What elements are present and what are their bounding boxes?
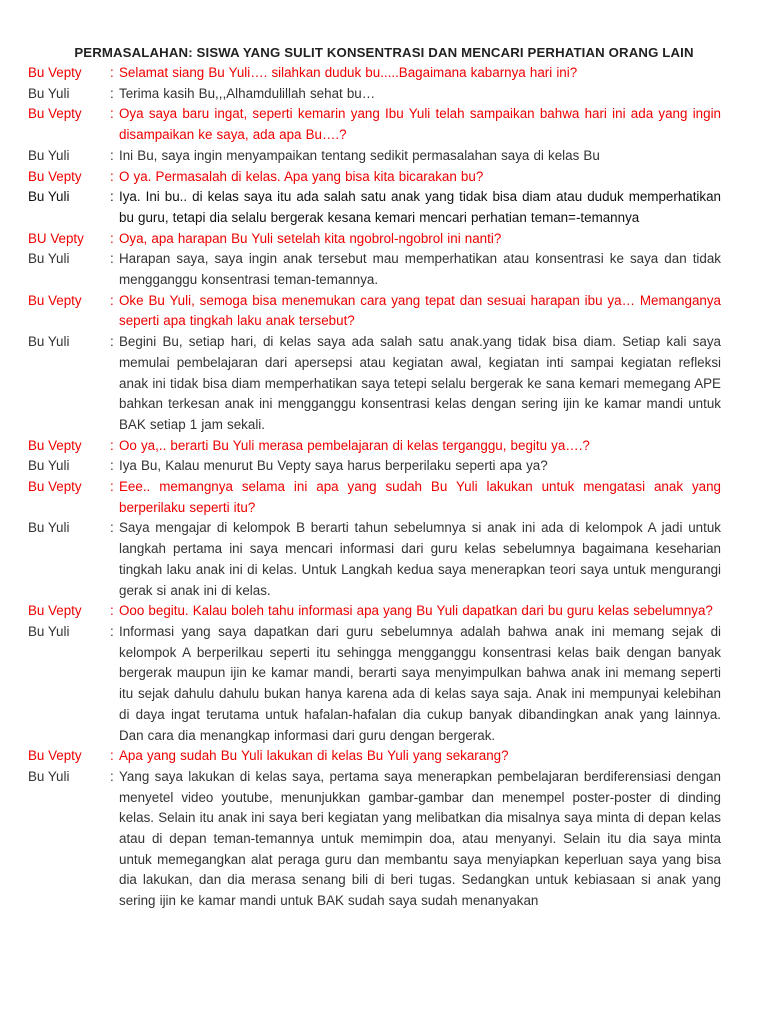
utterance-text: Oya, apa harapan Bu Yuli setelah kita ngobrol-ngobrol ini nanti?: [119, 230, 502, 246]
speaker-separator: :: [110, 748, 114, 764]
utterance-text: O ya. Permasalah di kelas. Apa yang bisa kita bicarakan bu?: [119, 168, 484, 184]
speaker-name: Bu Yuli: [28, 768, 70, 784]
dialogue-turn: [28, 291, 721, 332]
utterance-text: Eee.. memangnya selama ini apa yang sudah Bu Yuli lakukan untuk mengatasi anak yang berperilaku seperti itu?: [119, 479, 721, 515]
utterance-text: Ini Bu, saya ingin menyampaikan tentang sedikit permasalahan saya di kelas Bu: [119, 147, 600, 163]
utterance-text: Ooo begitu. Kalau boleh tahu informasi apa yang Bu Yuli dapatkan dari bu guru kelas sebelumnya?: [119, 603, 713, 619]
document-title: PERMASALAHAN: SISWA YANG SULIT KONSENTRASI DAN MENCARI PERHATIAN ORANG LAIN: [74, 45, 694, 60]
speaker-separator: :: [110, 168, 114, 184]
dialogue-turn: [28, 249, 721, 290]
speaker-separator: :: [110, 623, 114, 639]
speaker-name: Bu Vepty: [28, 603, 82, 619]
speaker-separator: :: [110, 458, 114, 474]
speaker-name: Bu Yuli: [28, 458, 70, 474]
dialogue-turn: [28, 229, 721, 250]
utterance-text: Oya saya baru ingat, seperti kemarin yang Ibu Yuli telah sampaikan bahwa hari ini ada yang ingin disampaikan ke saya, ada apa Bu….?: [119, 106, 721, 143]
speaker-separator: :: [110, 292, 114, 308]
dialogue-turn: [28, 104, 721, 145]
speaker-name: Bu Yuli: [28, 147, 70, 163]
speaker-name: Bu Yuli: [28, 251, 70, 267]
speaker-name: Bu Vepty: [28, 168, 82, 184]
utterance-text: Yang saya lakukan di kelas saya, pertama saya menerapkan pembelajaran berdiferensiasi dengan menyetel video youtube, menunjukkan gambar-gambar dan menempel poster-poster di dinding kelas. Selain itu anak ini saya beri kegiatan yang melibatkan dia misalnya saya minta di depan kelas atau di depan teman-temannya untuk memimpin doa, atau menyanyi. Selain itu dia saya minta untuk memegangkan alat peraga guru dan membantu saya menyiapkan keperluan saya yang bisa dia lakukan, dan dia merasa senang bili di beri tugas. Sedangkan untuk kebiasaan si anak yang sering ijin ke kamar mandi untuk BAK sudah saya sudah menanyakan: [119, 768, 721, 909]
speaker-separator: :: [110, 251, 114, 267]
utterance-text: Harapan saya, saya ingin anak tersebut mau memperhatikan atau konsentrasi ke saya dan tidak mengganggu konsentrasi teman-temannya.: [119, 251, 721, 288]
speaker-name: Bu Vepty: [28, 292, 82, 308]
speaker-name: Bu Vepty: [28, 437, 82, 453]
dialogue-transcript: [28, 63, 721, 912]
speaker-name: Bu Yuli: [28, 623, 70, 639]
speaker-separator: :: [110, 230, 114, 246]
dialogue-turn: [28, 146, 721, 167]
utterance-text: Oke Bu Yuli, semoga bisa menemukan cara yang tepat dan sesuai harapan ibu ya… Memanganya seperti apa tingkah laku anak tersebut?: [119, 292, 721, 329]
dialogue-turn: [28, 63, 721, 84]
speaker-separator: :: [110, 85, 114, 101]
dialogue-turn: [28, 477, 721, 518]
dialogue-turn: [28, 767, 721, 912]
utterance-text: Selamat siang Bu Yuli…. silahkan duduk bu.....Bagaimana kabarnya hari ini?: [119, 65, 578, 80]
speaker-separator: :: [110, 479, 114, 495]
dialogue-turn: [28, 167, 721, 188]
dialogue-turn: [28, 436, 721, 457]
speaker-separator: :: [110, 65, 114, 80]
speaker-separator: :: [110, 603, 114, 619]
speaker-separator: :: [110, 768, 114, 784]
utterance-text: Apa yang sudah Bu Yuli lakukan di kelas Bu Yuli yang sekarang?: [119, 748, 509, 764]
dialogue-turn: [28, 332, 721, 436]
dialogue-turn: [28, 746, 721, 767]
utterance-text: Saya mengajar di kelompok B berarti tahun sebelumnya si anak ini ada di kelompok A jadi untuk langkah pertama ini saya mencari informasi dari guru kelas sebelumnya bagaimana keseharian tingkah laku anak ini di kelas. Untuk Langkah kedua saya menerapkan teori saya untuk mengurangi gerak si anak ini di kelas.: [119, 520, 721, 598]
utterance-text: Terima kasih Bu,,,Alhamdulillah sehat bu…: [119, 85, 376, 101]
utterance-text: Oo ya,.. berarti Bu Yuli merasa pembelajaran di kelas terganggu, begitu ya….?: [119, 437, 590, 453]
speaker-name: Bu Vepty: [28, 748, 82, 764]
utterance-text: Iya. Ini bu.. di kelas saya itu ada salah satu anak yang tidak bisa diam atau duduk memperhatikan bu guru, tetapi dia selalu bergerak kesana kemari mencari perhatian teman=-temannya: [119, 189, 721, 225]
speaker-name: Bu Yuli: [28, 334, 70, 350]
dialogue-turn: [28, 622, 721, 746]
dialogue-turn: [28, 601, 721, 622]
speaker-separator: :: [110, 189, 114, 205]
speaker-separator: :: [110, 147, 114, 163]
speaker-name: Bu Yuli: [28, 520, 70, 536]
speaker-name: Bu Vepty: [28, 479, 82, 495]
speaker-name: Bu Yuli: [28, 189, 70, 205]
speaker-name: Bu Yuli: [28, 85, 70, 101]
utterance-text: Begini Bu, setiap hari, di kelas saya ada salah satu anak.yang tidak bisa diam. Setiap kali saya memulai pembelajaran dari apersepsi atau kegiatan awal, kegiatan inti sampai kegiatan refleksi anak ini tidak bisa diam memperhatikan saya tetepi selalu bergerak ke sana kemari memegang APE bahkan terkesan anak ini mengganggu konsentrasi kelas dengan sering ijin ke kamar mandi untuk BAK setiap 1 jam sekali.: [119, 334, 721, 432]
speaker-separator: :: [110, 437, 114, 453]
speaker-separator: :: [110, 520, 114, 536]
dialogue-turn: [28, 84, 721, 105]
utterance-text: Iya Bu, Kalau menurut Bu Vepty saya harus berperilaku seperti apa ya?: [119, 458, 548, 474]
speaker-name: Bu Vepty: [28, 106, 82, 122]
speaker-separator: :: [110, 334, 114, 350]
speaker-name: BU Vepty: [28, 230, 84, 246]
utterance-text: Informasi yang saya dapatkan dari guru sebelumnya adalah bahwa anak ini memang sejak di kelompok A berperilkau seperti itu sehingga mengganggu konsentrasi kelas baik dengan banyak bergerak maupun ijin ke kamar mandi, berarti saya menyimpulkan bahwa anak ini memang seperti itu sejak dahulu dahulu bukan hanya karena ada di kelas saya saja. Anak ini mempunyai kelebihan di daya ingat terutama untuk hafalan-hafalan dia cukup banyak dibandingkan anak yang lainnya. Dan cara dia menangkap informasi dari guru dengan bergerak.: [119, 623, 721, 743]
speaker-separator: :: [110, 106, 114, 122]
dialogue-turn: [28, 518, 721, 601]
dialogue-turn: [28, 187, 721, 228]
dialogue-turn: [28, 456, 721, 477]
speaker-name: Bu Vepty: [28, 65, 82, 80]
